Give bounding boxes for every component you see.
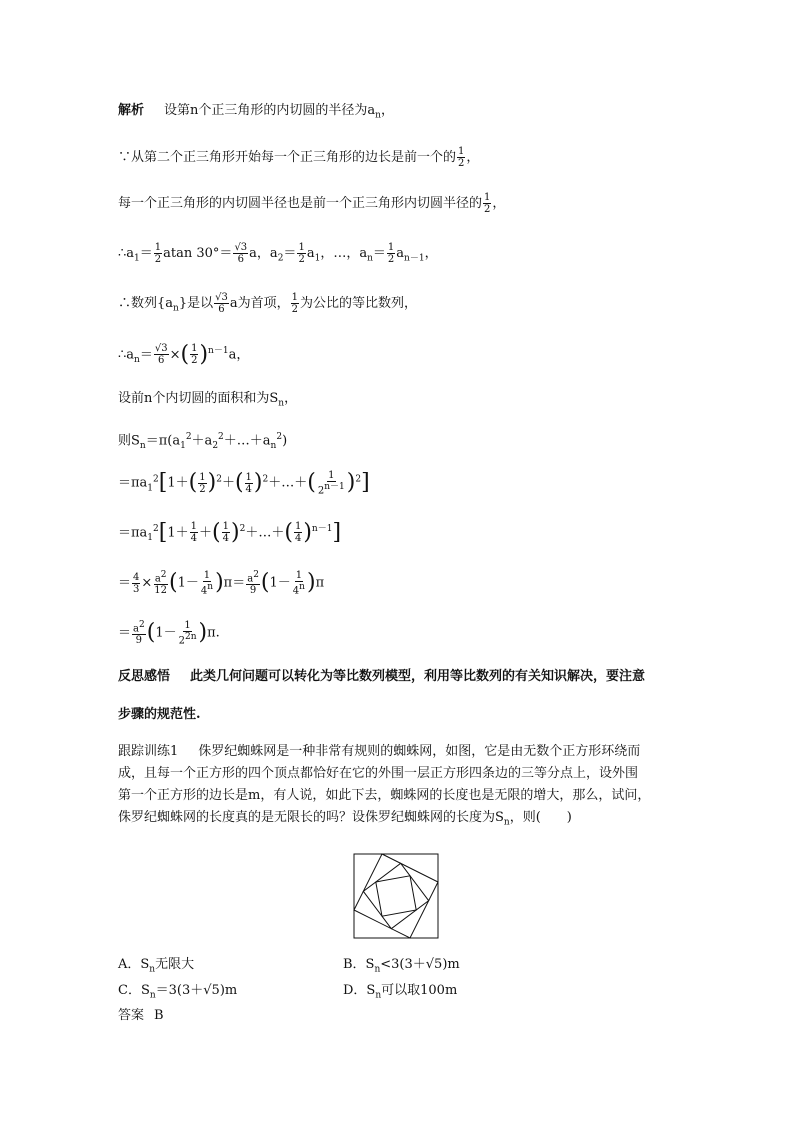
option-b[interactable]: B．$S_n<3(3+√5)m$: [343, 957, 460, 975]
option-d[interactable]: D．$S_n$可以取100m: [343, 983, 458, 1001]
analysis-label: 解析: [118, 103, 145, 118]
fraction-half: $\frac{1}{2}$: [484, 192, 491, 215]
exercise-line-3: 第一个正方形的边长是m，有人说，如此下去，蜘蛛网的长度也是无限的增大，那么，试问，: [118, 788, 651, 803]
analysis-line-10: $=\pi a_1^2[1+$ $\frac{1}{4}$ ＋( $\frac{1}{4}$ )$^2$＋…＋( $\frac{1}{4}$ )$^{n-1}$]: [118, 519, 342, 545]
analysis-line-8: 则$S_n=\pi(a_1^2+a_2^2+\dots+a_n^2)$: [118, 432, 288, 451]
fraction-half: $\frac{1}{2}$: [458, 146, 465, 169]
analysis-line-9: $=\pi a_1^2[1+$( $\frac{1}{2}$ )$^2$＋( $\frac{1}{4}$ )$^2$＋…＋( $\frac{1}{2^{n-1}}$ )$^2$]: [118, 470, 370, 497]
analysis-line-7: 设前n个内切圆的面积和为$S_n$，: [118, 391, 298, 409]
reflection-line-2: 步骤的规范性.: [118, 707, 201, 722]
analysis-line-3: 每一个正三角形的内切圆半径也是前一个正三角形内切圆半径的 $\frac{1}{2}$ ，: [118, 192, 506, 215]
exercise-line-2: 成，且每一个正方形的四个顶点都恰好在它的外围一层正方形四条边的三等分点上，设外围: [118, 766, 639, 781]
analysis-line-12: ＝ $\frac{a^2}{9}$ (1－ $\frac{1}{2^{2n}}$ )π.: [118, 620, 220, 647]
exercise-line-4: 侏罗纪蜘蛛网的长度真的是无限长的吗？设侏罗纪蜘蛛网的长度为$S_n$，则( ): [118, 810, 572, 828]
spider-web-figure: [353, 853, 439, 939]
option-a[interactable]: A．$S_n$无限大: [118, 957, 195, 975]
answer-label: 答案: [118, 1008, 145, 1023]
web-square: [363, 863, 428, 928]
answer-line: [118, 1007, 164, 1025]
answer-value: B: [154, 1008, 164, 1023]
analysis-line-5: ∴数列$\{a_n\}$是以 $\frac{√3}{6}$ a为首项， $\frac{1}{2}$ 为公比的等比数列，: [118, 292, 417, 315]
analysis-line-4: $\therefore a_1=$ $\frac{1}{2}$ atan 30°＝ $\frac{√3}{6}$ a，$a_2=$ $\frac{1}{2}$ $a_1$，…，$a_n=$ $\frac{1}{2}$ $a_{n-1}$，: [118, 242, 438, 265]
web-square: [376, 876, 416, 916]
analysis-line-6: $\therefore a_n=$ $\frac{√3}{6}$ ×( $\frac{1}{2}$ )$^{n-1}$a，: [118, 341, 250, 367]
exercise-line-1: 跟踪训练1 侏罗纪蜘蛛网是一种非常有规则的蜘蛛网，如图，它是由无数个正方形环绕而: [118, 744, 641, 759]
exercise-label: 跟踪训练1: [118, 744, 179, 759]
reflection-label: 反思感悟: [118, 669, 171, 684]
reflection-line-1: 反思感悟 此类几何问题可以转化为等比数列模型，利用等比数列的有关知识解决，要注意: [118, 669, 646, 684]
analysis-line-2: ∵从第二个正三角形开始每一个正三角形的边长是前一个的 $\frac{1}{2}$ ，: [118, 146, 480, 169]
analysis-line-1: 解析 设第n个正三角形的内切圆的半径为$a_n$，: [118, 103, 394, 121]
analysis-line-11: ＝ $\frac{4}{3}$ × $\frac{a^2}{12}$ (1－ $\frac{1}{4^n}$ )π＝ $\frac{a^2}{9}$ (1－ $\frac{1}{4^n}$ )π: [118, 570, 325, 597]
option-c[interactable]: C．$S_n=3(3+√5)m$: [118, 983, 238, 1001]
